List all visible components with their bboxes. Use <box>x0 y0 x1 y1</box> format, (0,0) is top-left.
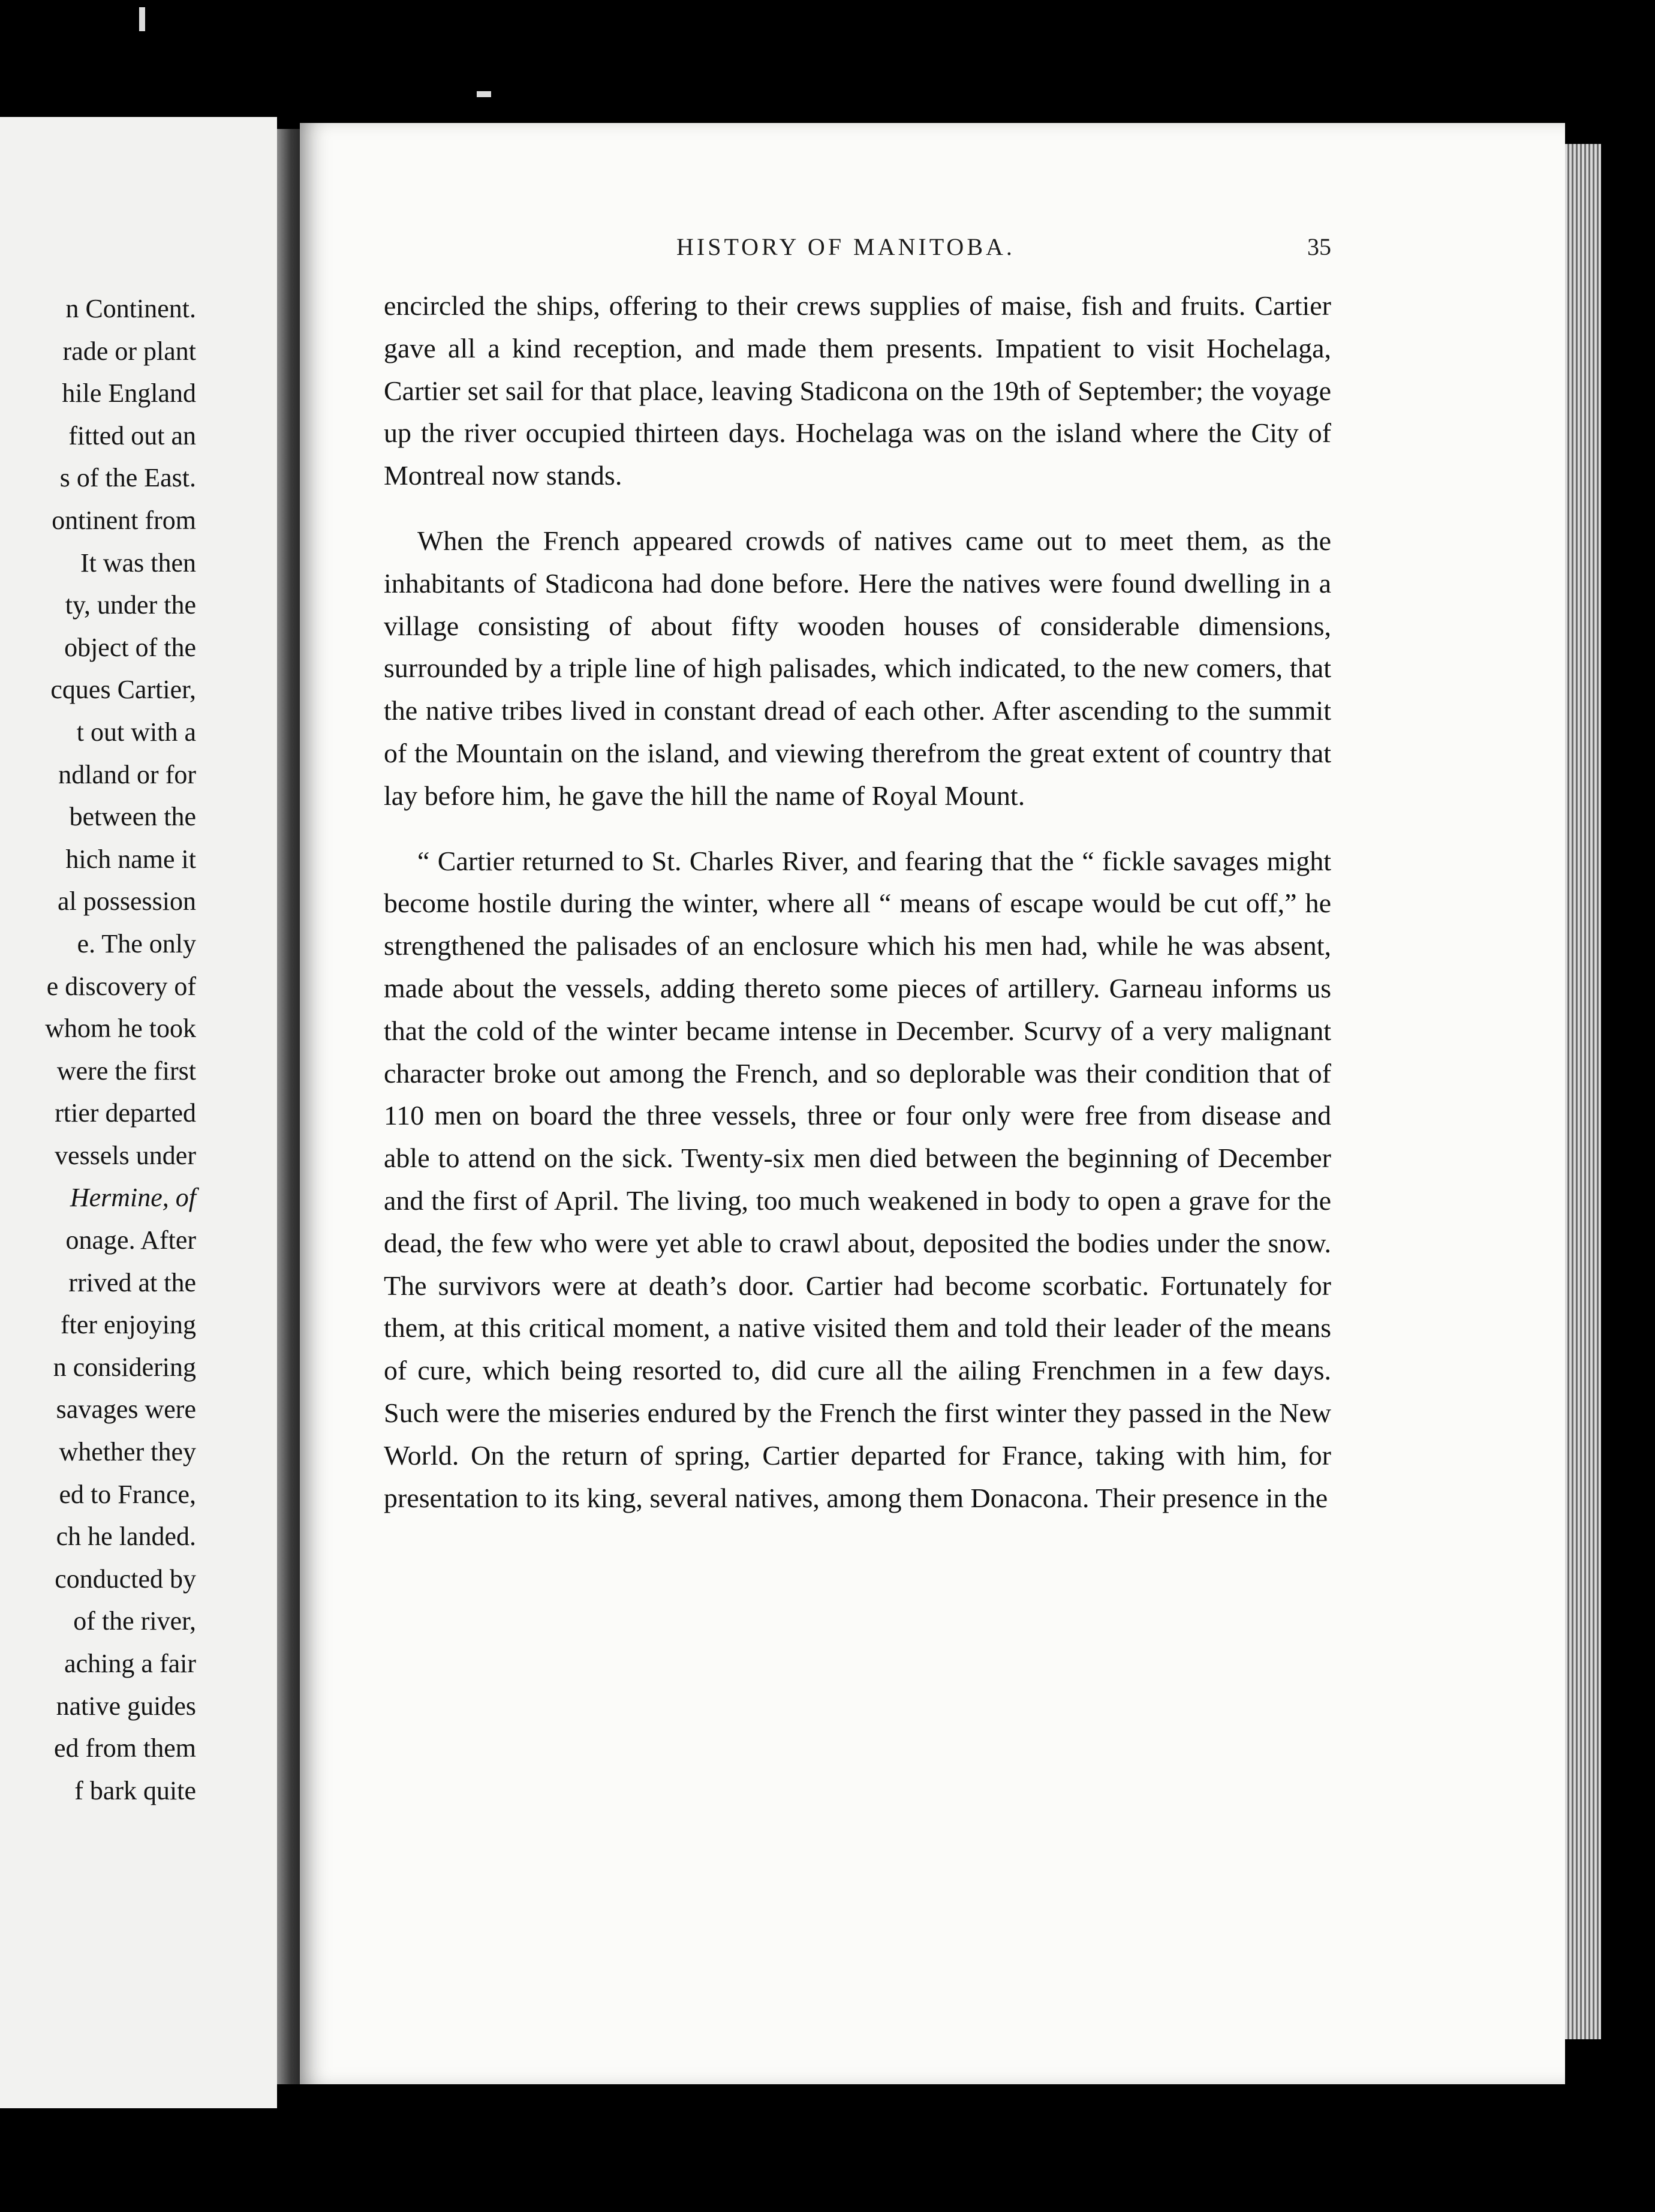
left-page-line: rrived at the <box>68 1267 196 1297</box>
left-page-line: ndland or for <box>58 759 196 789</box>
left-page-line: cques Cartier, <box>50 675 196 705</box>
page-number: 35 <box>1307 233 1331 260</box>
left-page-line: were the first <box>56 1056 196 1086</box>
paragraph-3: “ Cartier returned to St. Charles River, and fearing that the “ fickle savages might become hostile during the winter, where all “ means of escape would be cut off,” he strengthened the palisades of an enclosure which his men had, while he was absent, made about the vessels, adding thereto some pieces of artillery. Garneau informs us that the cold of the winter became intense in December. Scurvy of a very malignant character broke out among the French, and so deplorable was their condition that of 110 men on board the three vessels, three or four only were free from disease and able to attend on the sick. Twenty-six men died between the beginning of December and the first of April. The living, too much weakened in body to open a grave for the dead, the few who were yet able to crawl about, deposited the bodies under the snow. The survivors were at death’s door. Cartier had become scorbatic. Fortunately for them, at this critical moment, a native visited them and told their leader of the means of cure, which being resorted to, did cure all the ailing Frenchmen in a few days. Such were the miseries endured by the French the first winter they passed in the New World. On the return of spring, Cartier departed for France, taking with him, for presentation to its king, several natives, among them Donacona. Their presence in the <box>384 845 1331 1513</box>
left-page-line: object of the <box>64 632 196 662</box>
left-page-line: hich name it <box>65 844 196 874</box>
body-text <box>384 285 1331 1542</box>
left-page-line: aching a fair <box>64 1649 196 1678</box>
left-page-line: savages were <box>56 1394 196 1424</box>
left-page-line: native guides <box>56 1691 196 1721</box>
left-page-line: fter enjoying <box>60 1310 196 1340</box>
left-page-line: f bark quite <box>74 1775 196 1805</box>
left-page-line: t out with a <box>76 717 196 747</box>
left-page-line: e. The only <box>77 928 196 958</box>
left-page-line: rtier departed <box>55 1098 196 1128</box>
left-page-text <box>45 288 196 1812</box>
left-page-line: whether they <box>59 1437 196 1467</box>
paragraph-2: When the French appeared crowds of natives came out to meet them, as the inhabitants of Stadicona had done before. Here the natives were found dwelling in a village consisting of about fifty wooden houses of considerable dimensions, surrounded by a triple line of high palisades, which indicated, to the new comers, that the native tribes lived in constant dread of each other. After ascending to the summit of the Mountain on the island, and viewing therefrom the great extent of country that lay before him, he gave the hill the name of Royal Mount. <box>384 525 1331 811</box>
left-page-line: whom he took <box>45 1014 196 1044</box>
left-page-line: n Continent. <box>65 294 196 323</box>
scan-speck <box>477 91 491 97</box>
scan-speck <box>139 7 145 31</box>
left-page-line: vessels under <box>55 1140 196 1170</box>
left-facing-page <box>0 117 277 2108</box>
left-page-line: e discovery of <box>46 971 196 1001</box>
left-page-line: ontinent from <box>52 505 196 535</box>
left-page-line: n considering <box>53 1352 196 1382</box>
left-page-line: ty, under the <box>65 590 196 620</box>
left-page-line: between the <box>69 802 196 832</box>
left-page-line: ch he landed. <box>56 1522 196 1552</box>
left-page-line: ed from them <box>53 1733 196 1763</box>
left-page-line: of the river, <box>73 1606 196 1636</box>
left-page-line: fitted out an <box>68 420 196 450</box>
paragraph-1: encircled the ships, offering to their crews supplies of maise, fish and fruits. Cartier gave all a kind reception, and made them presents. Impatient to visit Hochelaga, Cartier set sail for that place, leaving Stadicona on the 19th of September; the voyage up the river occupied thirteen days. Hochelaga was on the island where the City of Montreal now stands. <box>384 290 1331 491</box>
running-head: HISTORY OF MANITOBA. <box>676 233 1015 260</box>
left-page-line: s of the East. <box>59 463 196 493</box>
left-page-line: conducted by <box>55 1564 196 1594</box>
left-page-line: onage. After <box>65 1225 196 1255</box>
left-page-line: hile England <box>62 378 196 408</box>
left-page-line: Hermine, of <box>70 1183 196 1213</box>
left-page-line: It was then <box>80 548 196 578</box>
left-page-line: al possession <box>58 886 196 916</box>
page-edges <box>1565 144 1601 2039</box>
left-page-line: rade or plant <box>62 336 196 366</box>
left-page-line: ed to France, <box>59 1479 196 1509</box>
